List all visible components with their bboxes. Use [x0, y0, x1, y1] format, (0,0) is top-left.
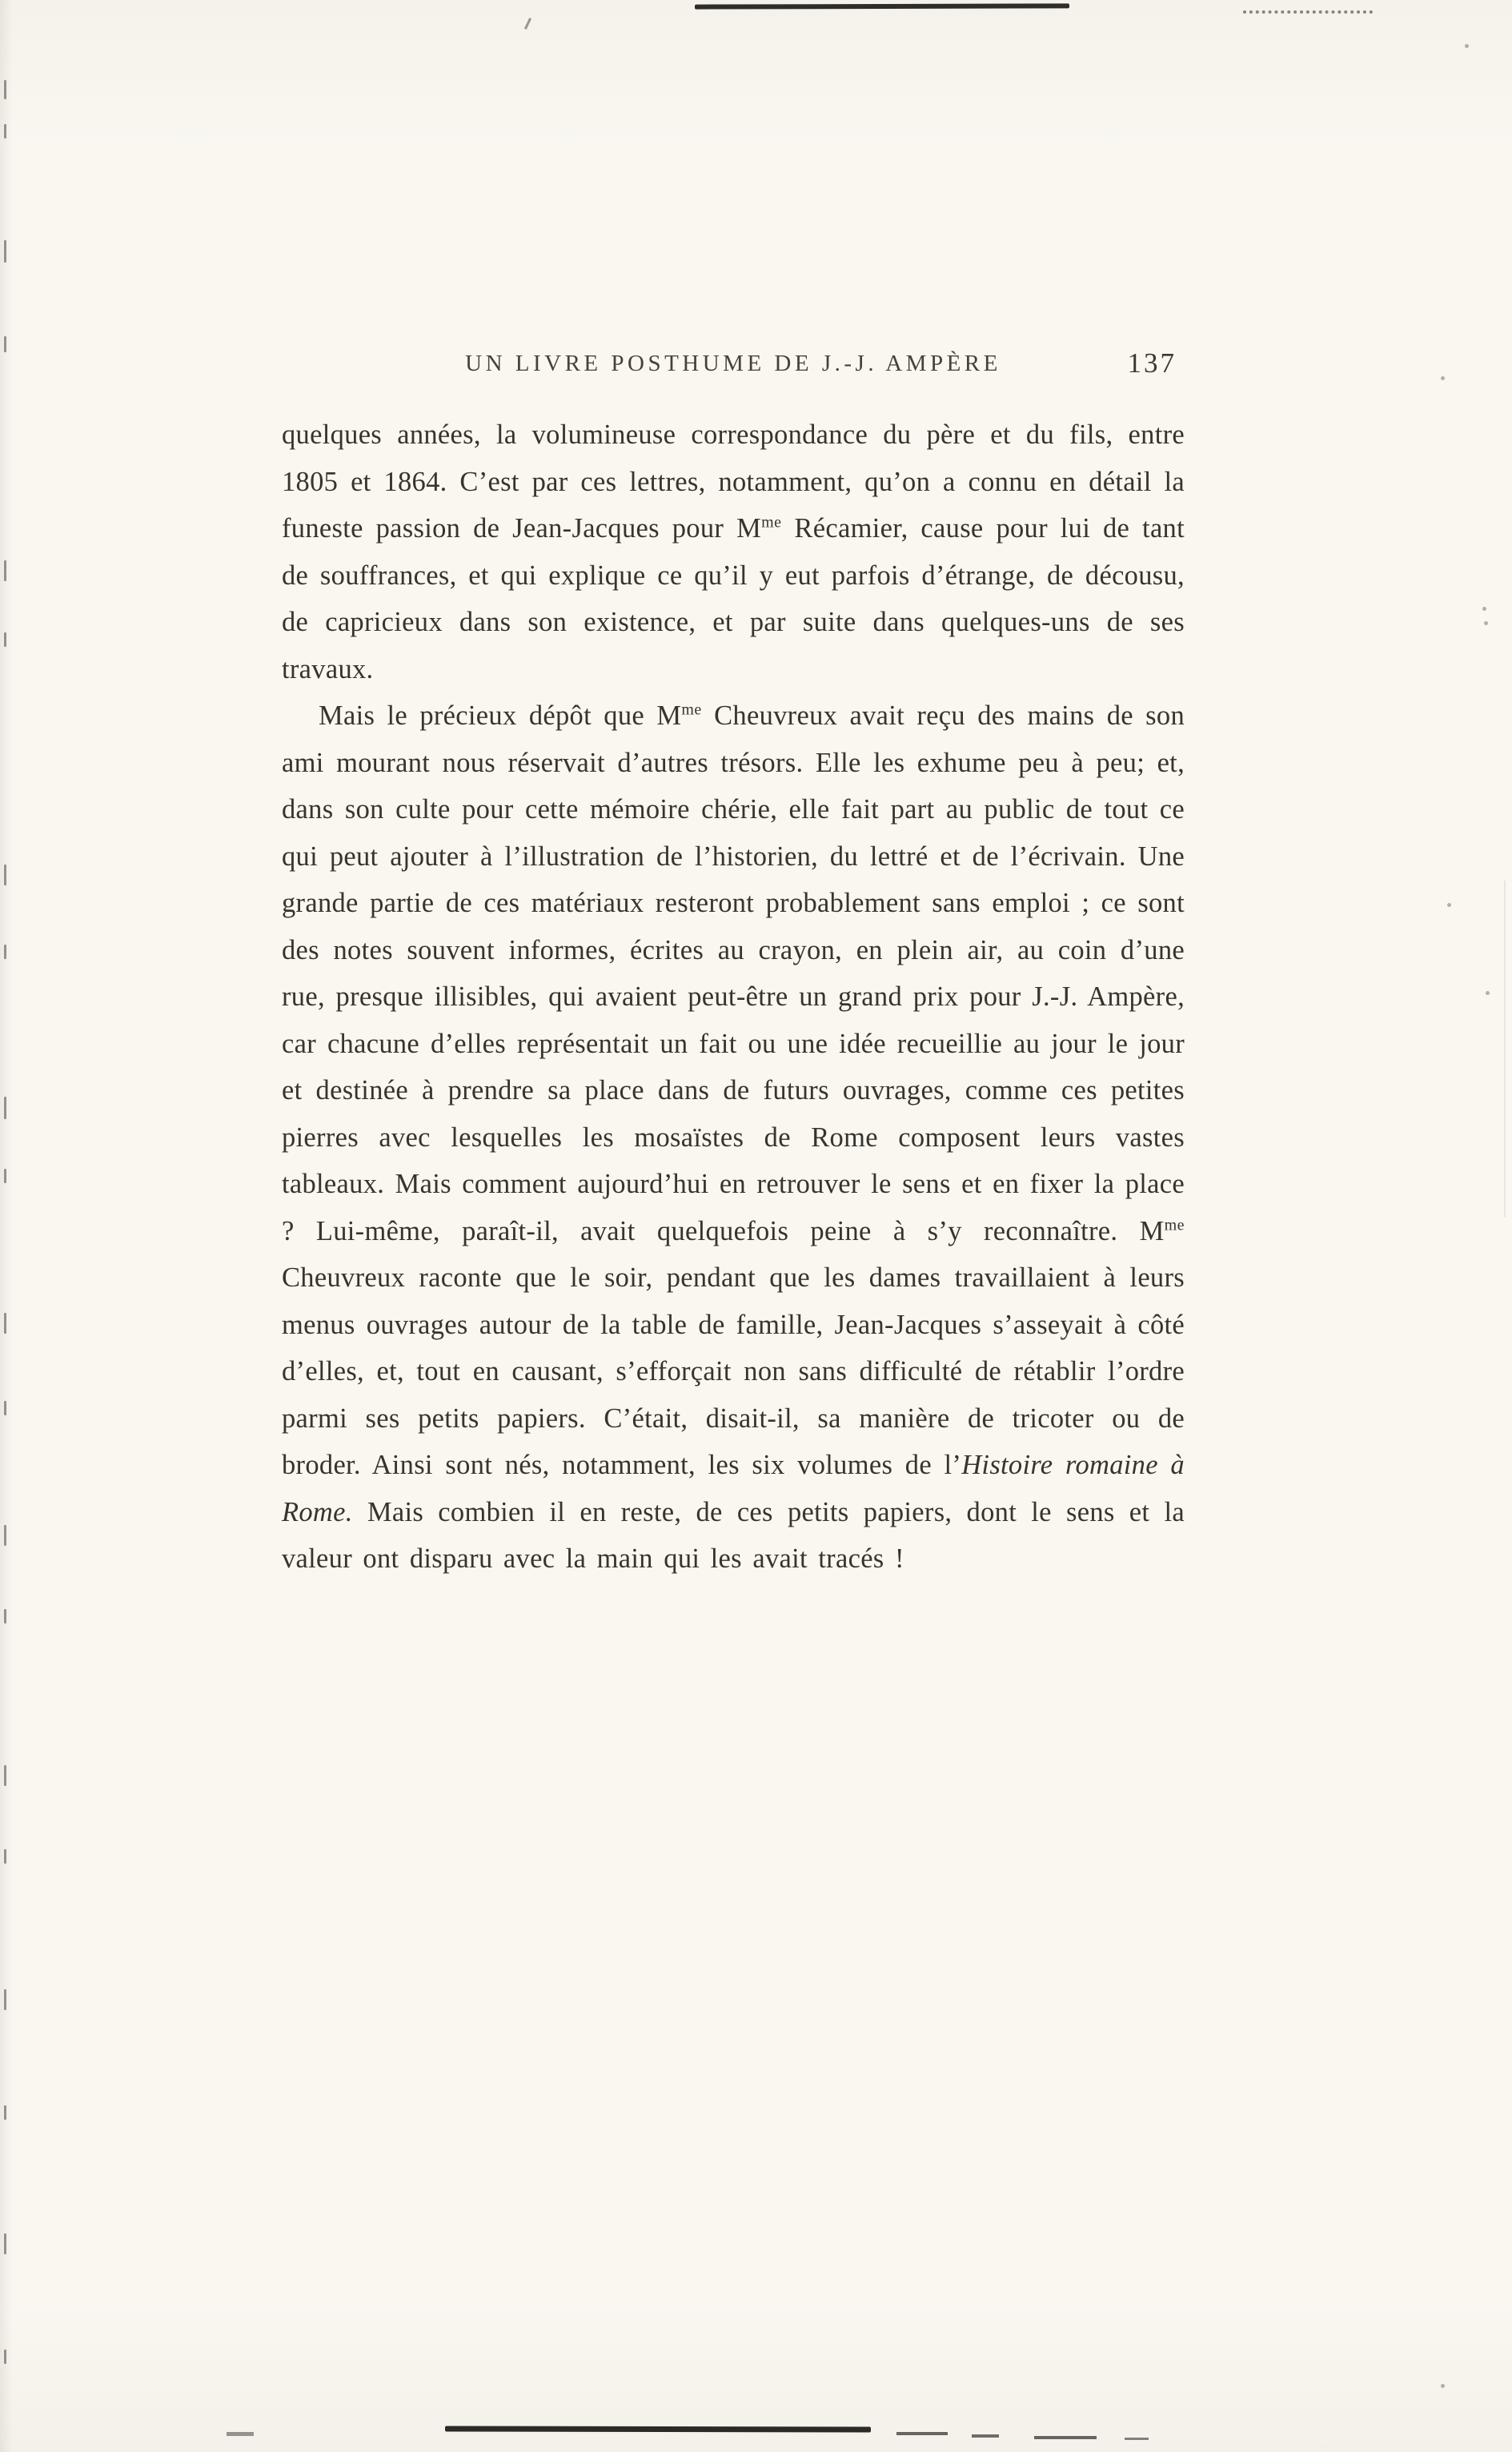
- scan-mark: [4, 1313, 6, 1334]
- page-header: [282, 347, 1185, 400]
- scan-edge-line-top: [695, 3, 1069, 9]
- scan-mark: [4, 1989, 6, 2010]
- scan-edge-line-bottom: [445, 2426, 871, 2433]
- page-content: [282, 347, 1185, 1583]
- running-title: UN LIVRE POSTHUME DE J.-J. AMPÈRE: [465, 351, 1001, 376]
- scan-mark: [4, 240, 6, 263]
- scan-mark: [524, 18, 531, 30]
- scan-mark: [4, 945, 6, 959]
- scan-mark: [4, 80, 6, 99]
- scan-mark: [4, 1525, 6, 1546]
- scan-mark: [1125, 2438, 1149, 2440]
- scan-mark: [4, 1401, 6, 1415]
- scan-speck: [1465, 44, 1469, 48]
- scan-mark: [4, 336, 6, 352]
- scan-speck: [1447, 903, 1451, 907]
- scan-mark: [4, 124, 6, 138]
- scan-mark: [4, 1765, 6, 1786]
- scan-mark: [4, 1609, 6, 1623]
- scan-mark: [4, 2105, 6, 2120]
- scan-mark: [4, 1169, 6, 1183]
- scan-mark: [4, 560, 6, 581]
- scan-mark: [4, 2233, 6, 2254]
- scan-mark: [896, 2432, 948, 2435]
- page-edge-shadow: [0, 0, 13, 2452]
- paragraph: Mais le précieux dépôt que $M^{me}$ Cheuvreux avait reçu des mains de son ami mourant nous réservait d’autres trésors. Elle les exhume peu à peu; et, dans son culte pour cette mémoire chérie, elle fait part au public de tout ce qui peut ajouter à l’illustration de l’historien, du lettré et de l’écrivain. Une grande partie de ces matériaux resteront probablement sans emploi ; ce sont des notes souvent informes, écrites au crayon, en plein air, au coin d’une rue, presque illisibles, qui avaient peut-être un grand prix pour J.-J. Ampère, car chacune d’elles représentait un fait ou une idée recueillie au jour le jour et destinée à prendre sa place dans de futurs ouvrages, comme ces petites pierres avec lesquelles les mosaïstes de Rome composent leurs vastes tableaux. Mais comment aujourd’hui en retrouver le sens et en fixer la place ? Lui-même, paraît-il, avait quelquefois peine à s’y reconnaître. $M^{me}$ Cheuvreux raconte que le soir, pendant que les dames travaillaient à leurs menus ouvrages autour de la table de famille, Jean-Jacques s’asseyait à côté d’elles, et, tout en causant, s’efforçait non sans difficulté de rétablir l’ordre parmi ses petits papiers. C’était, disait-il, sa manière de tricoter ou de broder. Ainsi sont nés, notamment, les six volumes de l’Histoire romaine à Rome. Mais combien il en reste, de ces petits papiers, dont le sens et la valeur ont disparu avec la main qui les avait tracés !: [282, 700, 1185, 1574]
- scan-mark: [227, 2432, 254, 2436]
- scan-speck: [1486, 991, 1490, 995]
- scan-mark: [4, 1097, 6, 1119]
- scan-mark: [4, 1849, 6, 1864]
- scan-speck: [1484, 621, 1488, 625]
- paragraph: quelques années, la volumineuse correspondance du père et du fils, entre 1805 et 1864. C’est par ces lettres, notamment, qu’on a connu en détail la funeste passion de Jean-Jacques pour $M^{me}$ Récamier, cause pour lui de tant de souffrances, et qui explique ce qu’il y eut parfois d’étrange, de décousu, de capricieux dans son existence, et par suite dans quelques-uns de ses travaux.: [282, 419, 1185, 684]
- scan-crease: [1504, 881, 1506, 1217]
- scan-mark: [972, 2434, 999, 2438]
- page-number: 137: [1127, 347, 1177, 379]
- scan-dotted-line-top: [1243, 10, 1373, 14]
- scan-speck: [1441, 376, 1445, 380]
- scan-mark: [4, 2350, 6, 2364]
- body-text: [282, 411, 1185, 1583]
- scan-mark: [4, 865, 6, 885]
- scan-speck: [1482, 607, 1486, 611]
- scan-speck: [1441, 2384, 1445, 2388]
- scan-mark: [1034, 2436, 1097, 2439]
- scan-mark: [4, 632, 6, 647]
